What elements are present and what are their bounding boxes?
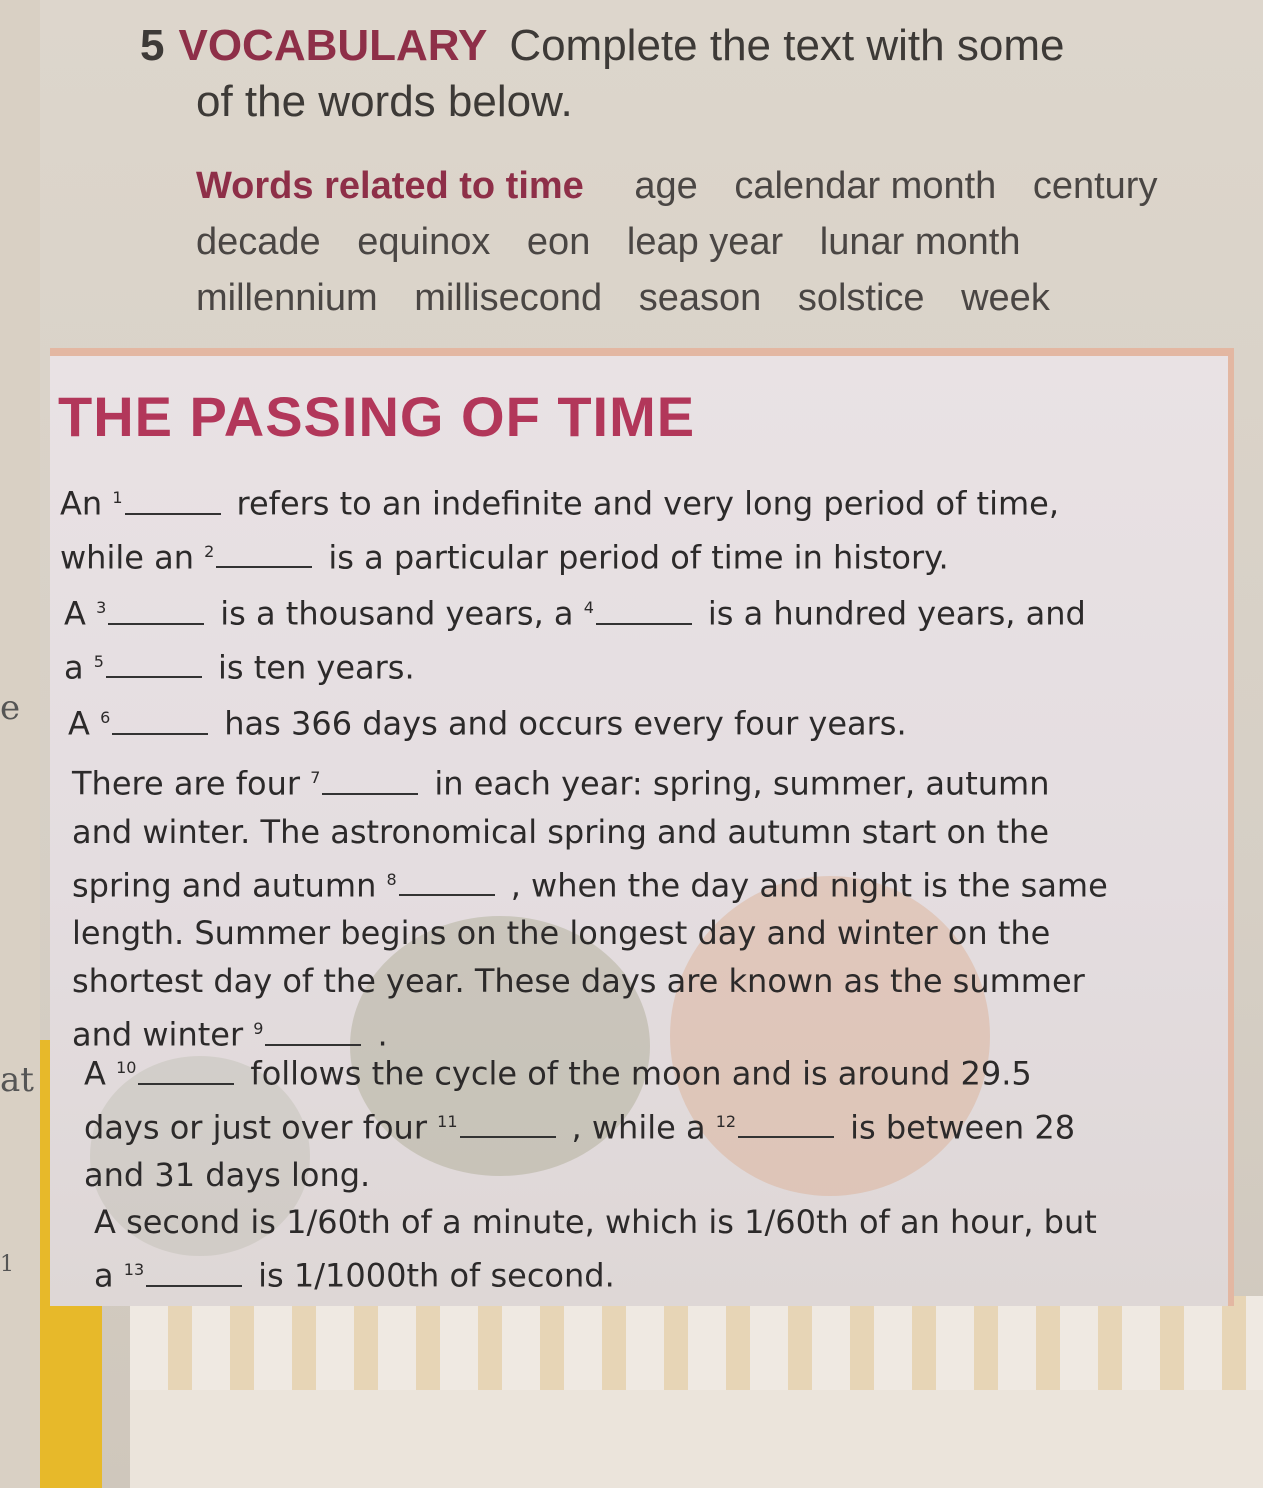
exercise-header — [140, 18, 1220, 130]
word-option: calendar month — [734, 165, 997, 207]
word-option: decade — [196, 221, 321, 263]
gap-number: 7 — [310, 768, 321, 787]
text-fragment: a — [64, 648, 84, 687]
word-option: week — [961, 277, 1050, 319]
text-fragment: There are four — [72, 764, 301, 803]
gap-number: 10 — [116, 1058, 137, 1077]
word-option: eon — [526, 221, 591, 263]
gap-blank-8[interactable] — [399, 864, 495, 896]
gap-blank-11[interactable] — [460, 1106, 556, 1138]
gap-blank-3[interactable] — [108, 593, 204, 625]
gap-blank-6[interactable] — [112, 703, 208, 735]
gap-blank-13[interactable] — [146, 1255, 242, 1287]
text-fragment: refers to an indefinite and very long period of time, — [236, 484, 1059, 523]
text-fragment: and 31 days long. — [84, 1156, 371, 1195]
gap-number: 12 — [715, 1111, 737, 1131]
paragraph-6 — [94, 1198, 1204, 1300]
paragraph-4 — [72, 754, 1182, 1059]
text-fragment: , when the day and night is the same — [510, 866, 1108, 905]
gap-blank-2[interactable] — [216, 536, 312, 568]
text-fragment: is between 28 — [850, 1108, 1076, 1147]
gap-number: 3 — [96, 598, 107, 617]
text-fragment: An — [60, 484, 103, 523]
margin-letter-e: e — [0, 688, 21, 728]
word-option: leap year — [626, 221, 784, 263]
text-fragment: shortest day of the year. These days are known as the summer — [72, 962, 1085, 1001]
text-fragment: is 1/1000th of second. — [258, 1256, 615, 1295]
gap-number: 1 — [112, 488, 123, 507]
text-fragment: is a thousand years, a — [220, 594, 574, 633]
exercise-label: VOCABULARY — [178, 21, 488, 70]
word-option: millennium — [196, 277, 378, 319]
fence-base — [130, 1390, 1263, 1488]
gap-number: 5 — [93, 651, 104, 671]
text-fragment: and winter. The astronomical spring and autumn start on the — [72, 812, 1050, 851]
word-option: solstice — [797, 277, 925, 319]
gap-blank-5[interactable] — [106, 646, 202, 678]
text-fragment: spring and autumn — [72, 866, 377, 905]
word-option: millisecond — [414, 277, 603, 319]
word-box — [196, 158, 1196, 326]
text-fragment: . — [377, 1015, 388, 1054]
gap-blank-1[interactable] — [125, 483, 221, 515]
text-fragment: A second is 1/60th of a minute, which is 1/60th of an hour, but — [94, 1203, 1097, 1241]
text-fragment: while an — [60, 538, 194, 577]
gap-number: 8 — [386, 869, 397, 889]
word-option: season — [638, 277, 762, 319]
text-fragment: and winter — [72, 1015, 244, 1054]
word-option: century — [1032, 165, 1158, 207]
gap-blank-9[interactable] — [265, 1014, 361, 1046]
instruction-text-1: Complete the text with some — [509, 21, 1065, 70]
text-fragment: A — [84, 1054, 106, 1093]
text-fragment: follows the cycle of the moon and is around 29.5 — [250, 1054, 1032, 1093]
word-option: equinox — [357, 221, 491, 263]
paragraph-2 — [64, 584, 1174, 691]
gap-blank-12[interactable] — [738, 1106, 834, 1138]
paragraph-1 — [60, 474, 1170, 581]
gap-number: 4 — [583, 598, 594, 617]
gap-number: 6 — [100, 708, 111, 727]
text-fragment: A — [64, 594, 86, 633]
text-fragment: is a hundred years, and — [707, 594, 1086, 633]
margin-text-1: 1 — [0, 1252, 14, 1277]
paragraph-3 — [68, 694, 1178, 748]
text-fragment: in each year: spring, summer, autumn — [434, 764, 1050, 803]
text-fragment: days or just over four — [84, 1108, 427, 1147]
gap-number: 2 — [204, 541, 215, 561]
text-fragment: a — [94, 1256, 114, 1295]
reading-text-panel — [50, 348, 1234, 1306]
text-fragment: is ten years. — [217, 648, 415, 687]
text-fragment: has 366 days and occurs every four years. — [224, 704, 907, 743]
text-fragment: is a particular period of time in history. — [328, 538, 949, 577]
exercise-number: 5 — [140, 21, 165, 70]
word-box-title: Words related to time — [196, 165, 584, 207]
gap-number: 13 — [123, 1260, 145, 1279]
word-option: lunar month — [819, 221, 1021, 263]
paragraph-5 — [84, 1044, 1194, 1199]
gap-number: 11 — [437, 1111, 458, 1131]
text-title: THE PASSING OF TIME — [58, 385, 696, 448]
text-fragment: length. Summer begins on the longest day and winter on the — [72, 914, 1051, 953]
gap-blank-10[interactable] — [138, 1053, 234, 1085]
gap-number: 9 — [253, 1019, 264, 1039]
text-fragment: , while a — [571, 1108, 706, 1147]
instruction-text-2: of the words below. — [196, 77, 573, 126]
text-fragment: A — [68, 704, 90, 743]
gap-blank-7[interactable] — [322, 763, 418, 795]
gap-blank-4[interactable] — [596, 593, 692, 625]
exercise-instruction-line-1 — [140, 18, 1220, 74]
word-option: age — [634, 165, 698, 207]
margin-text-at: at — [0, 1060, 34, 1100]
